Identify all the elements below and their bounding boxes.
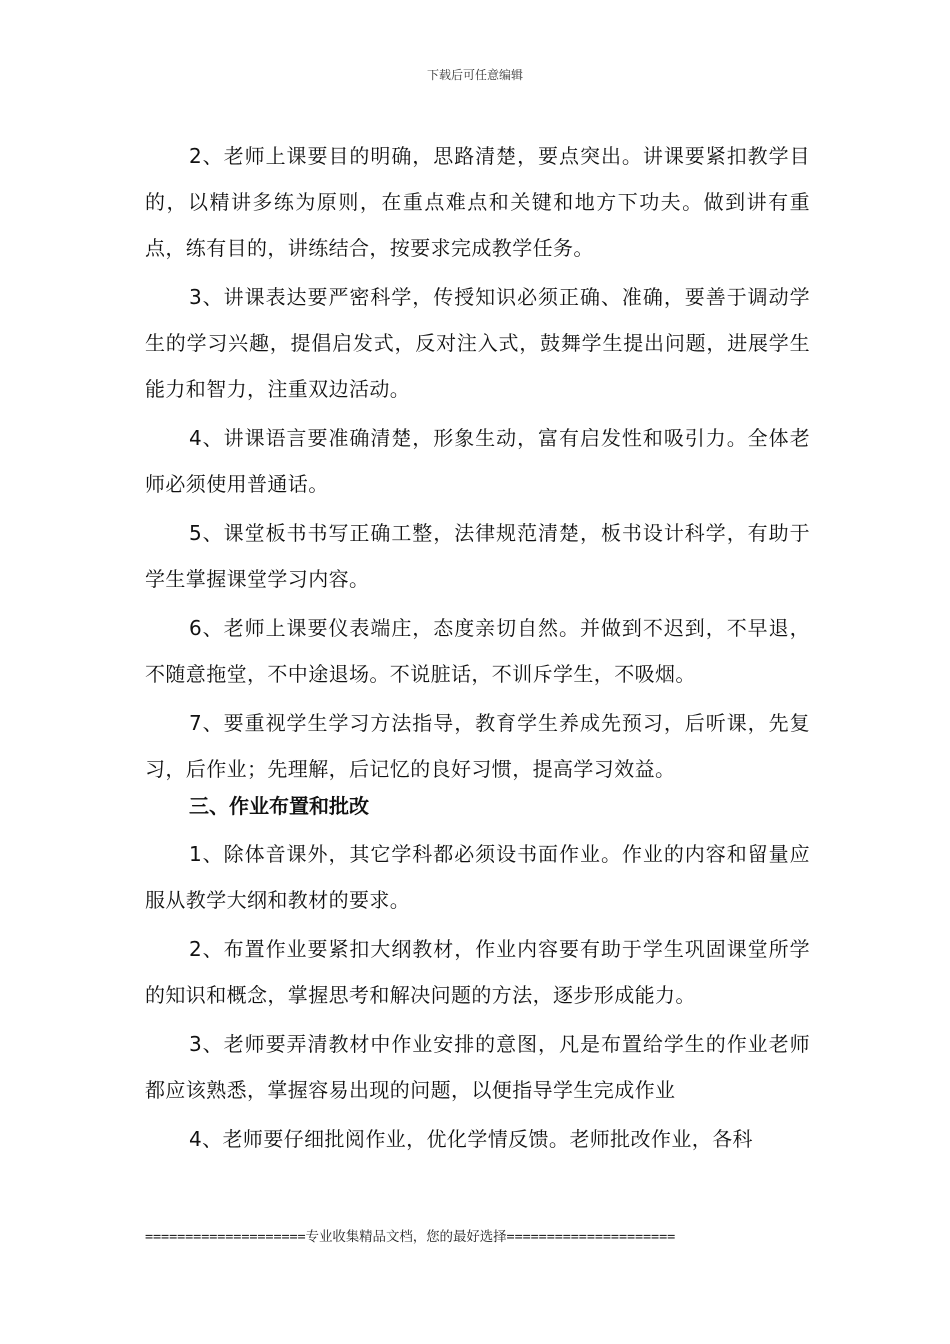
paragraph: 3、讲课表达要严密科学，传授知识必须正确、准确，要善于调动学生的学习兴趣，提倡启发式，反对注入式，鼓舞学生提出问题，进展学生能力和智力，注重双边活动。 [145, 285, 810, 401]
paragraph: 2、老师上课要目的明确，思路清楚，要点突出。讲课要紧扣教学目的，以精讲多练为原则，在重点难点和关键和地方下功夫。做到讲有重点，练有目的，讲练结合，按要求完成教学任务。 [145, 144, 810, 260]
paragraph: 7、要重视学生学习方法指导，教育学生养成先预习，后听课，先复习，后作业；先理解，后记忆的良好习惯，提高学习效益。 [145, 711, 810, 781]
footer-note: ====================专业收集精品文档，您的最好选择===================== [145, 1229, 676, 1245]
paragraph: 4、讲课语言要准确清楚，形象生动，富有启发性和吸引力。全体老师必须使用普通话。 [145, 426, 810, 496]
section-paragraph: 1、除体音课外，其它学科都必须设书面作业。作业的内容和留量应服从教学大纲和教材的要求。 [145, 842, 810, 912]
section-paragraph: 3、老师要弄清教材中作业安排的意图，凡是布置给学生的作业老师都应该熟悉，掌握容易出现的问题，以便指导学生完成作业 [145, 1032, 810, 1102]
section-paragraph: 4、老师要仔细批阅作业，优化学情反馈。老师批改作业，各科 [189, 1127, 753, 1151]
section-paragraph: 2、布置作业要紧扣大纲教材，作业内容要有助于学生巩固课堂所学的知识和概念，掌握思考和解决问题的方法，逐步形成能力。 [145, 937, 810, 1007]
header-note: 下载后可任意编辑 [426, 68, 523, 82]
paragraph: 5、课堂板书书写正确工整，法律规范清楚，板书设计科学，有助于学生掌握课堂学习内容。 [145, 521, 810, 591]
paragraph: 6、老师上课要仪表端庄，态度亲切自然。并做到不迟到，不早退，不随意拖堂，不中途退场。不说脏话，不训斥学生，不吸烟。 [145, 616, 810, 686]
document-body [145, 133, 810, 1165]
section-heading: 三、作业布置和批改 [189, 794, 369, 818]
